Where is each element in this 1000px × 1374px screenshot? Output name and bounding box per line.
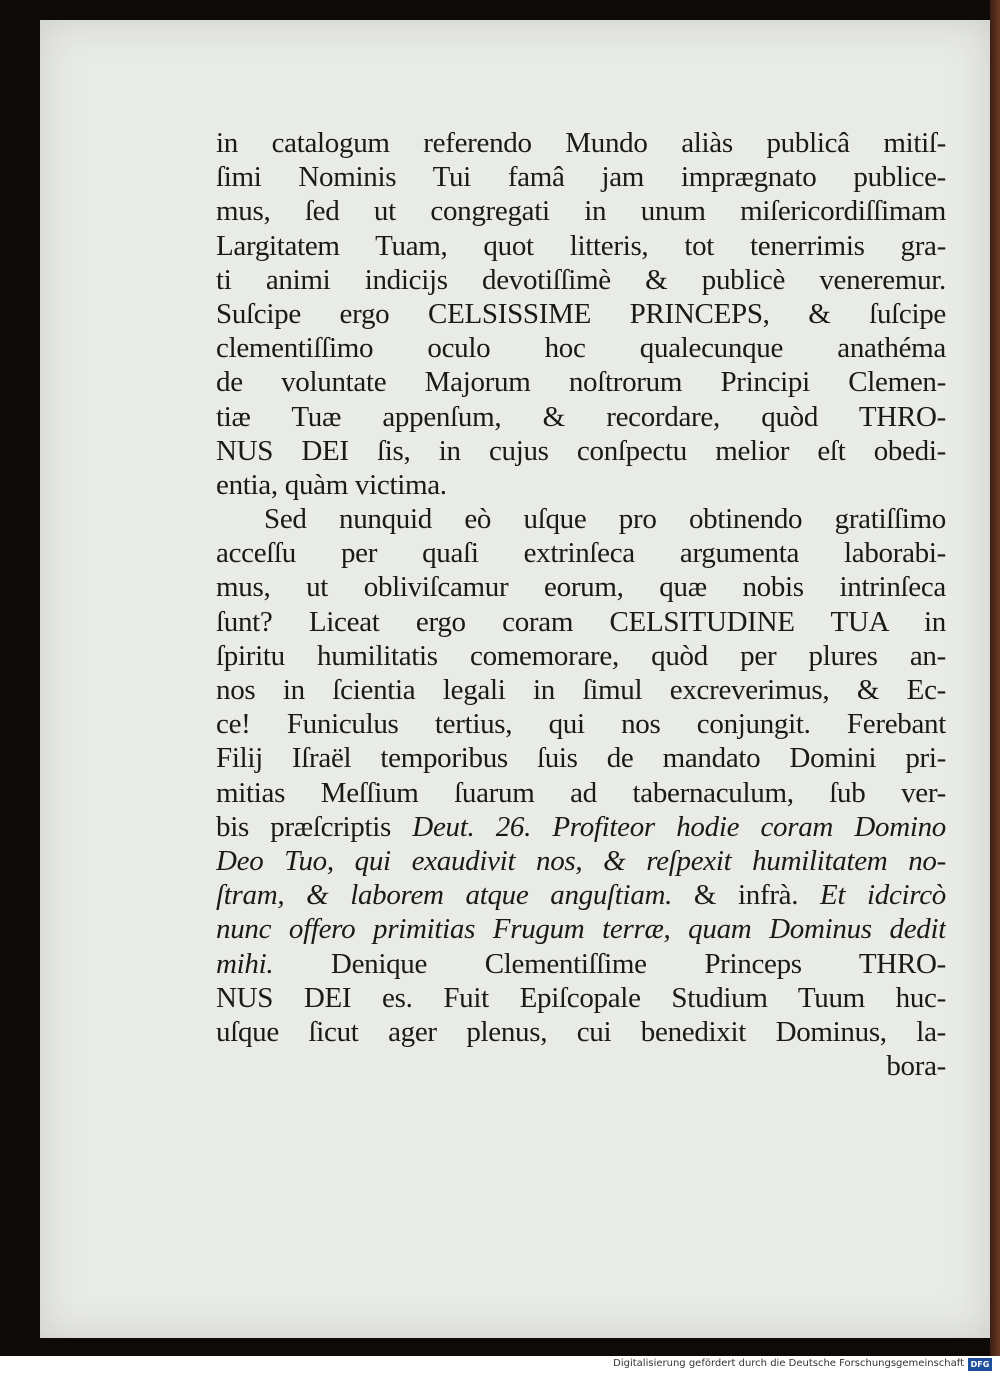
roman-text: tiæ Tuæ appenſum, & recordare, quòd THRO- (216, 400, 946, 433)
italic-text: nunc offero primitias Frugum terræ, quam Dominus dedit (216, 913, 946, 946)
roman-text: de voluntate Majorum noſtrorum Principi Clemen- (216, 366, 946, 399)
roman-text: mus, ſed ut congregati in unum miſericordiſſimam (216, 195, 946, 228)
text-line (216, 263, 946, 297)
text-line (216, 126, 946, 160)
text-line (216, 434, 946, 468)
roman-text: ce! Funiculus tertius, qui nos conjungit. Ferebant (216, 708, 946, 741)
roman-text: nos in ſcientia legali in ſimul excreverimus, & Ec- (216, 674, 946, 706)
roman-text: acceſſu per quaſi extrinſeca argumenta laborabi- (216, 537, 946, 570)
text-line (216, 639, 946, 673)
roman-text: entia, quàm victima. (216, 468, 447, 501)
italic-text: Deo Tuo, qui exaudivit nos, & reſpexit humilitatem no- (216, 844, 946, 877)
digitization-credit: Digitalisierung gefördert durch die Deutsche Forschungsgemeinschaft (613, 1358, 964, 1369)
footer (0, 1356, 1000, 1374)
text-line (216, 570, 946, 604)
roman-text: Sed nunquid eò uſque pro obtinendo gratiſſimo (264, 503, 946, 536)
italic-text: ſtram, & laborem atque anguſtiam. (216, 879, 673, 912)
text-line (216, 605, 946, 639)
roman-text: in catalogum referendo Mundo aliàs publicâ mitiſ- (216, 127, 946, 159)
roman-text: Largitatem Tuam, quot litteris, tot tenerrimis gra- (216, 229, 946, 262)
text-line (216, 673, 946, 707)
roman-text: ſunt? Liceat ergo coram CELSITUDINE TUA in (216, 605, 946, 638)
text-line (216, 229, 946, 263)
roman-text: Denique Clementiſſime Princeps THRO- (273, 947, 946, 980)
dfg-logo-icon: DFG (968, 1358, 992, 1371)
italic-text: Et idcircò (820, 879, 946, 912)
page-text (216, 126, 946, 1083)
roman-text: bis præſcriptis (216, 810, 413, 843)
roman-text: clementiſſimo oculo hoc qualecunque anathéma (216, 332, 946, 365)
roman-text: Filij Iſraël temporibus ſuis de mandato Domini pri- (216, 742, 946, 775)
catchword: bora- (886, 1050, 946, 1083)
italic-text: mihi. (216, 947, 274, 980)
roman-text: Suſcipe ergo CELSISSIME PRINCEPS, & ſuſcipe (216, 297, 946, 330)
text-line (216, 878, 946, 912)
text-line (216, 912, 946, 946)
roman-text: mus, ut obliviſcamur eorum, quæ nobis intrinſeca (216, 571, 946, 604)
text-line (216, 194, 946, 228)
text-line (216, 741, 946, 775)
text-line (216, 160, 946, 194)
text-line (216, 981, 946, 1015)
roman-text: & infrà. (672, 879, 821, 912)
roman-text: ſimi Nominis Tui famâ jam imprægnato publice- (216, 161, 946, 194)
text-line (216, 297, 946, 331)
text-line (216, 502, 946, 536)
roman-text: uſque ſicut ager plenus, cui benedixit Dominus, la- (216, 1015, 946, 1048)
roman-text: ſpiritu humilitatis comemorare, quòd per plures an- (216, 639, 946, 672)
text-line (216, 776, 946, 810)
roman-text: NUS DEI ſis, in cujus conſpectu melior eſt obedi- (216, 434, 946, 467)
roman-text: NUS DEI es. Fuit Epiſcopale Studium Tuum huc- (216, 981, 946, 1014)
text-line (216, 844, 946, 878)
text-line (216, 810, 946, 844)
text-line (216, 331, 946, 365)
roman-text: mitias Meſſium ſuarum ad tabernaculum, ſub ver- (216, 776, 946, 809)
text-line (216, 400, 946, 434)
text-line (216, 707, 946, 741)
text-line (216, 365, 946, 399)
text-line (216, 1015, 946, 1049)
roman-text: ti animi indicijs devotiſſimè & publicè veneremur. (216, 263, 946, 296)
text-line (216, 468, 946, 502)
text-line (216, 947, 946, 981)
text-line (216, 536, 946, 570)
italic-text: Deut. 26. Profiteor hodie coram Domino (412, 810, 946, 843)
book-page (40, 20, 990, 1338)
